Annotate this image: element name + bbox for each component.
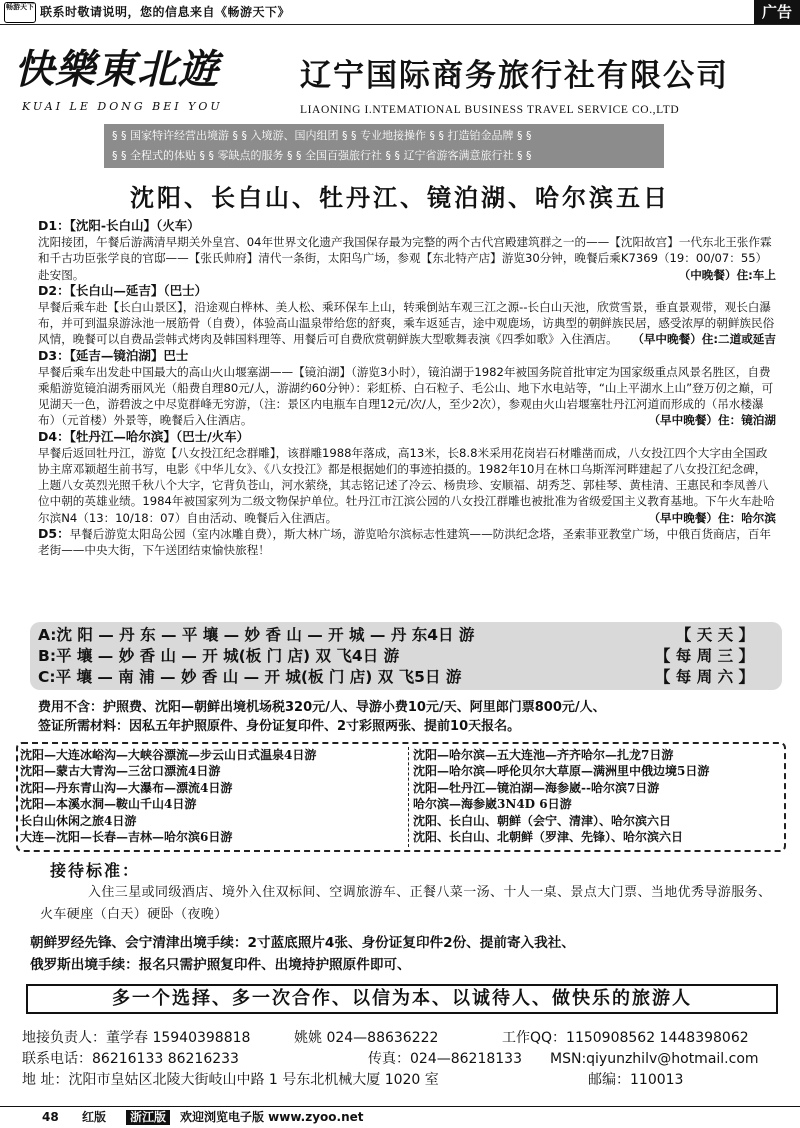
website-link[interactable]: 欢迎浏览电子版 www.zyoo.net: [180, 1110, 364, 1124]
list-item: 沈阳—大连冰峪沟—大峡谷漂流—步云山日式温泉4日游: [20, 748, 317, 762]
day-meals: （早中晚餐）住：哈尔滨: [644, 510, 776, 526]
day-meals: （早中晚餐）住:二道或延吉: [628, 331, 776, 347]
route-name: A:沈 阳 — 丹 东 — 平 壤 — 妙 香 山 — 开 城 — 丹 东4日 游: [38, 626, 475, 644]
contact-section: [22, 1028, 792, 1091]
list-item: 沈阳—哈尔滨—五大连池—齐齐哈尔—扎龙7日游: [413, 748, 674, 762]
list-item: 哈尔滨—海参崴3N4D 6日游: [413, 797, 572, 812]
region-badge: 浙江版: [126, 1110, 170, 1125]
page-number: 48: [42, 1110, 59, 1124]
ad-label: 广告: [754, 0, 800, 24]
brand-name: 快樂東北遊: [14, 46, 219, 93]
standards-title: 接待标准：: [50, 861, 141, 880]
day-description: 早餐后乘车赴【长白山景区】，沿途观白桦林、美人松、乘环保车上山，转乘倒站车观三江之源--长白山天池，欣赏雪景，垂直景观带，观长白瀑布，并可到温泉游泳池一展筋骨（自费），体验高山温泉带给您的舒爽，乘车返延吉，途中观鹿场，访典型的朝鲜族民居，感受浓厚的朝鲜族民俗风情，晚餐可以自费品尝韩式烤肉及韩国料理等、用餐后可自费欣赏朝鲜族大型歌舞表演《四季如歌》入住酒店。: [38, 300, 775, 347]
edition-label: 红版: [82, 1110, 107, 1124]
itinerary-day: [38, 218, 776, 283]
list-item: 沈阳—丹东青山沟—大瀑布—漂流4日游: [20, 780, 233, 795]
visa-materials: 签证所需材料：因私五年护照原件、身份证复印件、2寸彩照两张、提前10天报名。: [38, 719, 521, 734]
korea-routes-panel: [30, 622, 782, 690]
day-description: 早餐后乘车出发赴中国最大的高山火山堰塞湖——【镜泊湖】（游览3小时），镜泊湖于1982年被国务院首批审定为国家级重点风景名胜区，自费乘船游览镜泊湖秀丽风光（船费自理80元/人，游湖约60分钟）：彩虹桥、白石粒子、毛公山、地下水电站等，“山上平湖水上山”登万仞之巅，可见湖天一色，游碧波之中尽览群峰无穷游，（注：景区内电瓶车自理12元/次/人，至少2次），参观由火山岩堰塞牡丹江河道而形成的（吊水楼瀑布）（元首楼）外景等，晚餐后入住酒店。: [38, 364, 774, 428]
day-heading: D2：【长白山—延吉】（巴士）: [38, 282, 208, 298]
route-frequency: 【 每 周 六 】: [654, 668, 754, 686]
contact-yaoyao: 姚姚 024—88636222: [294, 1030, 439, 1046]
company-name-en: LIAONING I.NTEMATIONAL BUSINESS TRAVEL SERVICE CO.,LTD: [300, 104, 680, 116]
contact-row: [22, 1049, 792, 1070]
company-name-cn: 辽宁国际商务旅行社有限公司: [300, 58, 729, 94]
contact-postcode: 邮编：110013: [588, 1072, 684, 1088]
itinerary-day: [38, 429, 776, 526]
contact-row: [22, 1028, 792, 1049]
contact-notice: 联系时敬请说明，您的信息来自《畅游天下》: [40, 5, 291, 19]
day-description: 沈阳接团，午餐后游满清早期关外皇宫、04年世界文化遗产我国保存最为完整的两个古代宫殿建筑群之一的——【沈阳故宫】一代东北王张作霖和千古功臣张学良的官邸——【张氏帅府】清代一条街，太阳鸟广场，参观【东北特产店】游览30分钟，晚餐后乘K7369（19：00/07：55）赴安图。: [38, 235, 772, 282]
route-row: [38, 625, 774, 646]
list-item: 沈阳—哈尔滨—呼伦贝尔大草原—满洲里中俄边境5日游: [413, 764, 710, 779]
fees-section: [38, 698, 784, 736]
brand-pinyin: KUAI LE DONG BEI YOU: [22, 100, 223, 113]
visa-note: 俄罗斯出境手续：报名只需护照复印件、出境持护照原件即可、: [30, 957, 411, 973]
other-routes-box: [16, 742, 786, 852]
contact-address: 地 址：沈阳市皇姑区北陵大街岐山中路 1 号东北机械大厦 1020 室: [22, 1072, 439, 1088]
top-bar: [0, 0, 800, 25]
routes-left-column: [20, 747, 408, 845]
list-item: 沈阳—牡丹江—镜泊湖—海参崴--哈尔滨7日游: [413, 780, 660, 795]
list-item: 长白山休闲之旅4日游: [20, 813, 137, 828]
day-heading: D5：: [38, 525, 70, 541]
fees-excluded: 费用不含：护照费、沈阳—朝鲜出境机场税320元/人、导游小费10元/天、阿里郎门票800元/人、: [38, 700, 606, 715]
motto-banner: 多一个选择、多一次合作、以信为本、以诚待人、做快乐的旅游人: [26, 984, 778, 1014]
day-meals: （早中晚餐）住：镜泊湖: [644, 412, 776, 428]
itinerary-day: [38, 348, 776, 429]
magazine-logo: 畅游天下: [4, 2, 36, 23]
day-heading: D4：【牡丹江—哈尔滨】（巴士/火车）: [38, 428, 250, 444]
day-description: 早餐后游览太阳岛公园（室内冰雕自费），斯大林广场，游览哈尔滨标志性建筑——防洪纪念塔，圣索菲亚教堂广场，中俄百货商店，百年老街——中央大街，下午送团结束愉快旅程！: [38, 526, 772, 558]
slogan-line: § § 全程式的体贴 § § 零缺点的服务 § § 全国百强旅行社 § § 辽宁省游客满意旅行社 § §: [112, 149, 532, 162]
contact-row: [22, 1070, 792, 1091]
contact-fax: 传真：024—86218133: [368, 1051, 522, 1067]
route-frequency: 【 天 天 】: [675, 626, 754, 644]
list-item: 沈阳—本溪水洞—鞍山千山4日游: [20, 797, 197, 812]
standards-body: 入住三星或同级酒店、境外入住双标间、空调旅游车、正餐八菜一汤、十人一桌、景点大门票、当地优秀导游服务、火车硬座（白天）硬卧（夜晚）: [40, 885, 772, 922]
route-row: [38, 646, 774, 667]
contact-manager: 地接负责人：董学春 15940398818: [22, 1030, 251, 1046]
day-heading: D1：【沈阳-长白山】（火车）: [38, 218, 200, 233]
contact-qq: 工作QQ：1150908562 1448398062: [502, 1030, 749, 1046]
day-heading: D3：【延吉—镜泊湖】巴士: [38, 347, 189, 363]
route-frequency: 【 每 周 三 】: [654, 647, 754, 665]
day-description: 早餐后返回牡丹江，游览【八女投江纪念群雕】，该群雕1988年落成，高13米，长8.8米采用花岗岩石材雕凿而成，八女投江四个大字由全国政协主席邓颖超生前书写，电影《中华儿女》、《八女投江》都是根据她们的事迹拍摄的。1982年10月在林口乌斯浑河畔建起了八女投江纪念碑，上题八女英烈光照千秋八个大字，它背负苍山，河水萦绕，其志铭记述了冷云、杨贵珍、安顺福、胡秀芝、郭桂琴、黄桂清、王惠民和李凤善八位中朝的英雄业绩。1984年被国家列为二级文物保护单位。牡丹江市江滨公园的八女投江群雕也被批准为省级爱国主义教育基地。下午火车赴哈尔滨N4（13：10/18：07）自由活动、晚餐后入住酒店。: [38, 445, 775, 525]
visa-note: 朝鲜罗经先锋、会宁清津出境手续：2寸蓝底照片4张、身份证复印件2份、提前寄入我社、: [30, 935, 575, 951]
itinerary-day: [38, 283, 776, 348]
list-item: 大连—沈阳—长春—吉林—哈尔滨6日游: [20, 830, 233, 845]
list-item: 沈阳、长白山、北朝鲜（罗津、先锋）、哈尔滨六日: [413, 830, 684, 845]
route-name: B:平 壤 — 妙 香 山 — 开 城(板 门 店) 双 飞4日 游: [38, 647, 400, 665]
slogan-bar: [104, 124, 664, 168]
brand-logo: [8, 34, 308, 124]
itinerary-day: [38, 526, 776, 558]
contact-msn: MSN:qiyunzhilv@hotmail.com: [550, 1051, 759, 1067]
list-item: 沈阳—蒙古大青沟—三岔口漂流4日游: [20, 764, 221, 779]
visa-notes: [30, 932, 790, 976]
route-row: [38, 667, 774, 688]
slogan-line: § § 国家特许经营出境游 § § 入境游、国内组团 § § 专业地接操作 § § 打造铂金品牌 § §: [112, 129, 532, 142]
routes-right-column: [408, 747, 791, 847]
list-item: 沈阳、长白山、朝鲜（会宁、清津）、哈尔滨六日: [413, 813, 672, 828]
itinerary: [38, 218, 776, 558]
tour-title: 沈阳、长白山、牡丹江、镜泊湖、哈尔滨五日: [130, 183, 670, 212]
route-name: C:平 壤 — 南 浦 — 妙 香 山 — 开 城(板 门 店) 双 飞5日 游: [38, 668, 462, 686]
page-footer: [0, 1106, 800, 1128]
contact-phone: 联系电话：86216133 86216233: [22, 1051, 239, 1067]
day-meals: （中晚餐）住:车上: [675, 267, 776, 283]
